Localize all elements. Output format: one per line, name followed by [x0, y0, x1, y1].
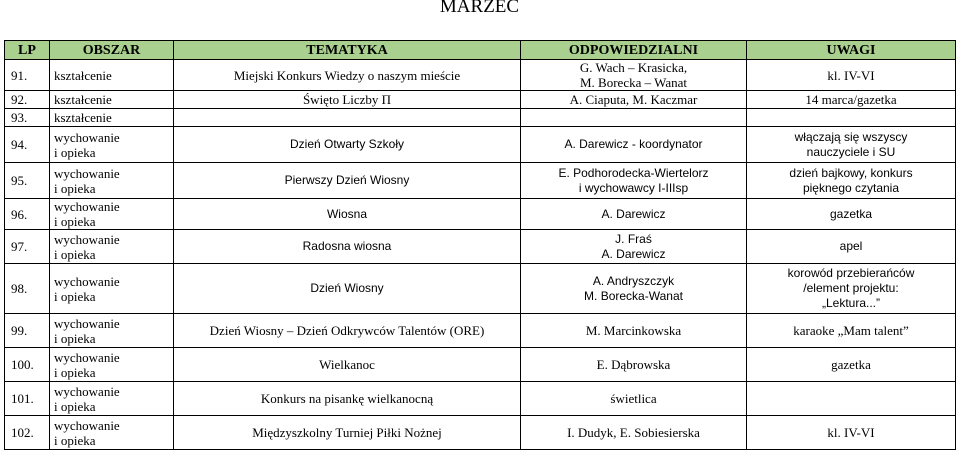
cell-obszar: [50, 91, 174, 109]
cell-tematyka: [174, 91, 521, 109]
table-header-row: [5, 41, 956, 60]
header-odpowiedzialni: ODPOWIEDZIALNI: [521, 41, 747, 60]
table-row: [5, 382, 956, 416]
cell-obszar-line: wychowanie: [54, 165, 120, 181]
cell-odpowiedzialni-line: A. Darewicz - koordynator: [564, 137, 703, 151]
cell-lp-line: 99.: [11, 323, 28, 338]
cell-uwagi-line: /element projektu:: [803, 281, 899, 295]
cell-lp-line: 100.: [11, 357, 34, 372]
cell-obszar-line: wychowanie: [54, 315, 120, 331]
cell-obszar: [50, 163, 174, 199]
table-row: [5, 264, 956, 314]
cell-obszar-line: kształcenie: [54, 67, 112, 83]
cell-uwagi: [747, 109, 956, 127]
cell-lp: [5, 163, 50, 199]
cell-tematyka: [174, 199, 521, 230]
table-row: [5, 416, 956, 450]
cell-uwagi-line: kl. IV-VI: [827, 425, 875, 440]
cell-obszar-line: i opieka: [54, 330, 96, 346]
cell-tematyka-line: Pierwszy Dzień Wiosny: [284, 173, 410, 187]
cell-lp: [5, 382, 50, 416]
cell-obszar: [50, 199, 174, 230]
cell-tematyka-line: Wielkanoc: [319, 357, 375, 372]
cell-obszar: [50, 230, 174, 264]
cell-odpowiedzialni-line: J. Fraś: [615, 231, 652, 246]
cell-obszar: [50, 416, 174, 450]
header-lp: LP: [5, 41, 50, 60]
cell-lp: [5, 264, 50, 314]
cell-uwagi-line: kl. IV-VI: [827, 67, 875, 83]
cell-odpowiedzialni-line: G. Wach – Krasicka,: [579, 60, 688, 75]
cell-tematyka-line: Konkurs na pisankę wielkanocną: [260, 391, 434, 406]
cell-odpowiedzialni: [521, 416, 747, 450]
cell-obszar-line: wychowanie: [54, 349, 120, 365]
cell-tematyka-line: Dzień Wiosny: [310, 281, 384, 295]
cell-lp: [5, 416, 50, 450]
cell-obszar-line: wychowanie: [54, 273, 120, 289]
cell-lp: [5, 91, 50, 109]
cell-odpowiedzialni: [521, 264, 747, 314]
header-obszar: OBSZAR: [50, 41, 174, 60]
cell-obszar: [50, 109, 174, 127]
cell-obszar-line: wychowanie: [54, 417, 120, 433]
cell-lp-line: 93.: [11, 110, 28, 125]
header-uwagi: UWAGI: [747, 41, 956, 60]
cell-odpowiedzialni-line: i wychowawcy I-IIIsp: [578, 180, 689, 195]
cell-lp: [5, 199, 50, 230]
cell-odpowiedzialni: [521, 348, 747, 382]
cell-lp-line: 91.: [11, 67, 28, 83]
cell-tematyka: [174, 382, 521, 416]
cell-odpowiedzialni-line: M. Marcinkowska: [585, 323, 682, 338]
cell-tematyka-line: Międzyszkolny Turniej Piłki Nożnej: [252, 425, 442, 440]
cell-obszar: [50, 264, 174, 314]
cell-obszar-line: i opieka: [54, 246, 96, 262]
cell-obszar-line: i opieka: [54, 180, 96, 196]
cell-tematyka: [174, 127, 521, 163]
cell-odpowiedzialni-line: A. Darewicz: [601, 246, 666, 261]
cell-obszar-line: kształcenie: [54, 110, 112, 125]
cell-uwagi: [747, 314, 956, 348]
page-title: MARZEC: [439, 0, 520, 17]
cell-uwagi-line: gazetka: [831, 357, 871, 372]
cell-odpowiedzialni: [521, 163, 747, 199]
table-row: [5, 348, 956, 382]
cell-uwagi-line: dzień bajkowy, konkurs: [789, 165, 913, 180]
cell-lp: [5, 127, 50, 163]
cell-tematyka: [174, 109, 521, 127]
cell-uwagi-line: włączają się wszyscy: [794, 129, 908, 144]
cell-lp-line: 101.: [11, 391, 34, 406]
cell-odpowiedzialni-line: E. Podhorodecka-Wiertelorz: [558, 165, 709, 180]
cell-obszar: [50, 127, 174, 163]
cell-odpowiedzialni-line: A. Darewicz: [601, 206, 666, 221]
cell-lp: [5, 314, 50, 348]
cell-uwagi: [747, 264, 956, 314]
cell-uwagi-line: gazetka: [829, 206, 873, 221]
cell-uwagi-line: apel: [839, 239, 863, 253]
cell-odpowiedzialni-line: I. Dudyk, E. Sobiesierska: [567, 425, 700, 440]
cell-uwagi-line: karaoke „Mam talent”: [793, 323, 909, 338]
cell-uwagi-line: nauczyciele i SU: [806, 144, 896, 159]
cell-obszar: [50, 382, 174, 416]
cell-tematyka-line: Dzień Otwarty Szkoły: [289, 137, 405, 151]
cell-obszar-line: wychowanie: [54, 129, 120, 145]
cell-odpowiedzialni: [521, 91, 747, 109]
cell-lp-line: 96.: [11, 206, 28, 222]
cell-obszar-line: i opieka: [54, 398, 96, 414]
cell-lp-line: 97.: [11, 239, 28, 254]
table-row: [5, 163, 956, 199]
cell-uwagi: [747, 91, 956, 109]
cell-lp: [5, 60, 50, 91]
cell-tematyka-line: Miejski Konkurs Wiedzy o naszym mieście: [233, 67, 461, 83]
cell-tematyka: [174, 163, 521, 199]
cell-obszar-line: kształcenie: [54, 92, 112, 107]
cell-obszar-line: i opieka: [54, 214, 96, 229]
table-row: [5, 91, 956, 109]
cell-odpowiedzialni: [521, 382, 747, 416]
cell-tematyka: [174, 314, 521, 348]
cell-lp: [5, 109, 50, 127]
cell-obszar: [50, 60, 174, 91]
cell-obszar-line: i opieka: [54, 364, 96, 380]
cell-obszar-line: wychowanie: [54, 231, 120, 247]
cell-tematyka: [174, 264, 521, 314]
cell-obszar-line: i opieka: [54, 144, 96, 160]
cell-uwagi-line: 14 marca/gazetka: [805, 92, 897, 107]
cell-lp-line: 98.: [11, 281, 28, 296]
cell-odpowiedzialni-line: świetlica: [610, 391, 657, 406]
cell-lp: [5, 348, 50, 382]
cell-obszar-line: i opieka: [54, 288, 96, 304]
cell-odpowiedzialni-line: M. Borecka – Wanat: [579, 75, 687, 90]
cell-obszar: [50, 348, 174, 382]
cell-uwagi: [747, 163, 956, 199]
cell-obszar-line: wychowanie: [54, 383, 120, 399]
cell-lp: [5, 230, 50, 264]
cell-uwagi: [747, 348, 956, 382]
cell-uwagi: [747, 60, 956, 91]
table-row: [5, 127, 956, 163]
cell-tematyka: [174, 348, 521, 382]
table-row: [5, 199, 956, 230]
schedule-table: [4, 40, 956, 450]
cell-odpowiedzialni: [521, 199, 747, 230]
cell-odpowiedzialni-line: M. Borecka-Wanat: [584, 288, 683, 303]
cell-uwagi: [747, 230, 956, 264]
cell-odpowiedzialni: [521, 109, 747, 127]
cell-odpowiedzialni-line: A. Andryszczyk: [592, 273, 675, 288]
table-row: [5, 230, 956, 264]
cell-tematyka-line: Wiosna: [326, 206, 367, 221]
cell-odpowiedzialni: [521, 230, 747, 264]
cell-uwagi-line: „Lektura...”: [821, 296, 881, 310]
cell-tematyka: [174, 60, 521, 91]
cell-tematyka: [174, 416, 521, 450]
cell-lp-line: 94.: [11, 137, 28, 152]
cell-odpowiedzialni: [521, 60, 747, 91]
cell-tematyka-line: Święto Liczby Π: [302, 92, 392, 107]
cell-odpowiedzialni-line: E. Dąbrowska: [596, 357, 671, 372]
cell-uwagi: [747, 127, 956, 163]
cell-obszar-line: i opieka: [54, 432, 96, 448]
cell-uwagi: [747, 199, 956, 230]
cell-obszar-line: wychowanie: [54, 199, 120, 214]
table-row: [5, 314, 956, 348]
cell-tematyka-line: Dzień Wiosny – Dzień Odkrywców Talentów (ORE): [209, 323, 485, 338]
cell-uwagi-line: korowód przebierańców: [787, 266, 915, 280]
table-row: [5, 60, 956, 91]
cell-obszar: [50, 314, 174, 348]
cell-tematyka: [174, 230, 521, 264]
cell-lp-line: 92.: [11, 92, 28, 107]
cell-lp-line: 95.: [11, 173, 28, 188]
cell-tematyka-line: Radosna wiosna: [302, 239, 392, 253]
cell-odpowiedzialni: [521, 127, 747, 163]
cell-odpowiedzialni-line: A. Ciaputa, M. Kaczmar: [569, 92, 698, 107]
cell-uwagi-line: pięknego czytania: [802, 180, 900, 195]
table-row: [5, 109, 956, 127]
header-tematyka: TEMATYKA: [174, 41, 521, 60]
cell-uwagi: [747, 416, 956, 450]
cell-lp-line: 102.: [11, 425, 34, 440]
cell-odpowiedzialni: [521, 314, 747, 348]
cell-uwagi: [747, 382, 956, 416]
